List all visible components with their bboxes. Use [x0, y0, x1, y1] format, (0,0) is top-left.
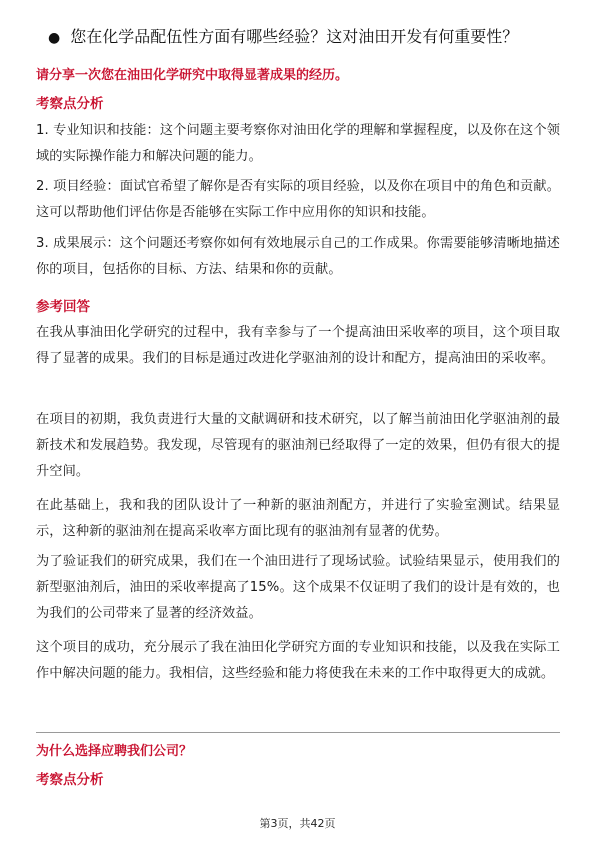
analysis-item-2: 2. 项目经验：面试官希望了解你是否有实际的项目经验，以及你在项目中的角色和贡献。这可以帮助他们评估你是否能够在实际工作中应用你的知识和技能。	[36, 179, 560, 220]
bullet-icon: ●	[48, 30, 61, 46]
page-footer: 第3页，共42页	[259, 817, 336, 830]
analysis-item-1: 1. 专业知识和技能：这个问题主要考察你对油田化学的理解和掌握程度，以及你在这个领域的实际操作能力和解决问题的能力。	[36, 123, 560, 164]
answer-heading: 参考回答	[36, 299, 90, 315]
next-analysis-heading: 考察点分析	[36, 772, 104, 788]
analysis-item-3: 3. 成果展示：这个问题还考察你如何有效地展示自己的工作成果。你需要能够清晰地描述你的项目，包括你的目标、方法、结果和你的贡献。	[36, 236, 560, 277]
answer-paragraph-1: 在我从事油田化学研究的过程中，我有幸参与了一个提高油田采收率的项目，这个项目取得了显著的成果。我们的目标是通过改进化学驱油剂的设计和配方，提高油田的采收率。	[36, 325, 560, 366]
next-question: 为什么选择应聘我们公司？	[36, 744, 193, 759]
question-title	[48, 24, 568, 51]
question-title-text: 您在化学品配伍性方面有哪些经验？这对油田开发有何重要性？	[70, 27, 519, 46]
answer-paragraph-2: 在项目的初期，我负责进行大量的文献调研和技术研究，以了解当前油田化学驱油剂的最新技术和发展趋势。我发现，尽管现有的驱油剂已经取得了一定的效果，但仍有很大的提升空间。	[36, 412, 560, 479]
answer-paragraph-5: 这个项目的成功，充分展示了我在油田化学研究方面的专业知识和技能，以及我在实际工作中解决问题的能力。我相信，这些经验和能力将使我在未来的工作中取得更大的成就。	[36, 640, 560, 681]
sub-question: 请分享一次您在油田化学研究中取得显著成果的经历。	[36, 68, 349, 83]
answer-paragraph-4: 为了验证我们的研究成果，我们在一个油田进行了现场试验。试验结果显示，使用我们的新型驱油剂后，油田的采收率提高了15%。这个成果不仅证明了我们的设计是有效的，也为我们的公司带来了显著的经济效益。	[36, 554, 560, 621]
analysis-heading: 考察点分析	[36, 96, 104, 112]
section-divider	[36, 732, 560, 733]
answer-paragraph-3: 在此基础上，我和我的团队设计了一种新的驱油剂配方，并进行了实验室测试。结果显示，这种新的驱油剂在提高采收率方面比现有的驱油剂有显著的优势。	[36, 498, 560, 539]
